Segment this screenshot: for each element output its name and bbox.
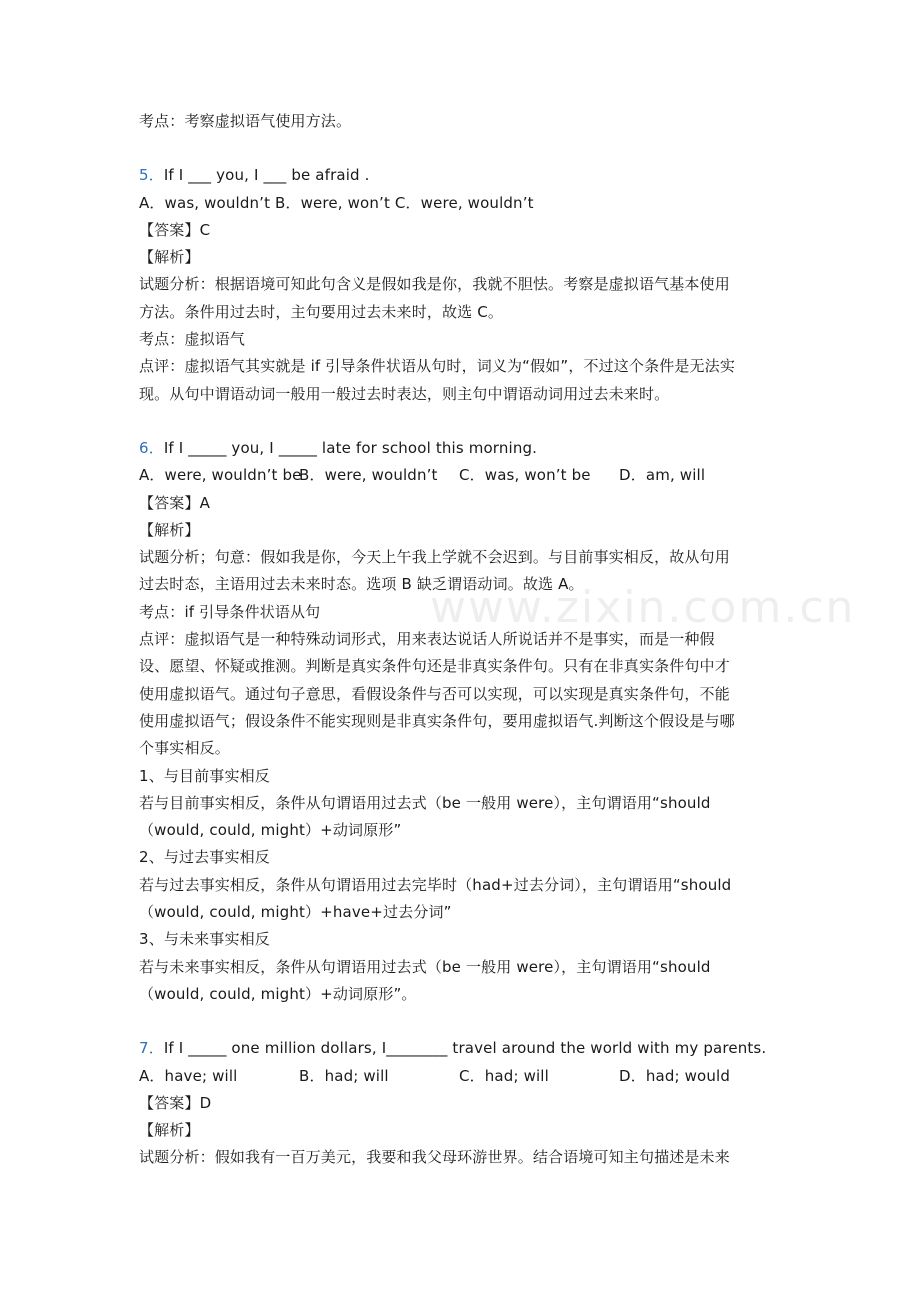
rule-line: 若与未来事实相反，条件从句谓语用过去式（be 一般用 were），主句谓语用“should	[139, 957, 711, 976]
analysis-line: 方法。条件用过去时，主句要用过去未来时，故选 C。	[139, 302, 503, 321]
analysis-line: 试题分析：假如我有一百万美元，我要和我父母环游世界。结合语境可知主句描述是未来	[139, 1148, 730, 1167]
rule-heading: 3、与未来事实相反	[139, 930, 270, 949]
answer-label: 【答案】A	[139, 493, 211, 512]
question-5-options: A．was, wouldn’t B．were, won’t C．were, wouldn’t	[139, 193, 534, 212]
watermark: www.zixin.com.cn	[430, 582, 856, 633]
dianping-line: 点评：虚拟语气其实就是 if 引导条件状语从句时，词义为“假如”，不过这个条件是无法实	[139, 357, 735, 376]
analysis-line: 试题分析；句意：假如我是你，今天上午我上学就不会迟到。与目前事实相反，故从句用	[139, 548, 730, 567]
answer-label: 【答案】D	[139, 1093, 212, 1112]
rule-line: 若与过去事实相反，条件从句谓语用过去完毕时（had+过去分词），主句谓语用“should	[139, 875, 732, 894]
jiexi-label: 【解析】	[139, 1121, 200, 1140]
rule-line: 若与目前事实相反，条件从句谓语用过去式（be 一般用 were），主句谓语用“should	[139, 793, 711, 812]
dianping-line: 点评：虚拟语气是一种特殊动词形式，用来表达说话人所说话并不是事实，而是一种假	[139, 630, 715, 649]
question-5	[139, 162, 779, 408]
option-d: D．had; would	[619, 1066, 731, 1085]
dianping-line: 现。从句中谓语动词一般用一般过去时表达，则主句中谓语动词用过去未来时。	[139, 384, 670, 403]
rule-line: （would, could, might）+动词原形”	[139, 821, 402, 840]
question-text: If I _____ you, I _____ late for school this morning.	[163, 438, 538, 457]
option-a: A．have; will	[139, 1066, 238, 1085]
option-d: D．am, will	[619, 466, 706, 485]
question-text: If I ___ you, I ___ be afraid .	[163, 166, 370, 185]
analysis-line: 过去时态，主语用过去未来时态。选项 B 缺乏谓语动词。故选 A。	[139, 575, 584, 594]
option-a: A．were, wouldn’t be	[139, 466, 302, 485]
dianping-line: 设、愿望、怀疑或推测。判断是真实条件句还是非真实条件句。只有在非真实条件句中才	[139, 657, 730, 676]
dianping-line: 个事实相反。	[139, 739, 230, 758]
rule-line: （would, could, might）+have+过去分词”	[139, 903, 452, 922]
question-6-options	[139, 462, 779, 489]
question-number: 6．	[139, 438, 164, 457]
question-6-stem	[139, 435, 779, 462]
document-page	[139, 108, 779, 1172]
question-number: 7．	[139, 1039, 164, 1058]
option-b: B．had; will	[299, 1066, 389, 1085]
question-text: If I _____ one million dollars, I________ travel around the world with my parents.	[163, 1039, 767, 1058]
jiexi-label: 【解析】	[139, 520, 200, 539]
question-7-stem	[139, 1035, 779, 1062]
rule-heading: 2、与过去事实相反	[139, 848, 270, 867]
option-c: C．had; will	[459, 1066, 549, 1085]
rule-line: （would, could, might）+动词原形”。	[139, 984, 417, 1003]
option-b: B．were, wouldn’t	[299, 466, 438, 485]
kaodian-prev: 考点：考察虚拟语气使用方法。	[139, 112, 352, 130]
question-7-options	[139, 1063, 779, 1090]
dianping-line: 使用虚拟语气。通过句子意思，看假设条件与否可以实现，可以实现是真实条件句，不能	[139, 684, 730, 703]
question-7	[139, 1035, 779, 1171]
option-c: C．was, won’t be	[459, 466, 591, 485]
question-number: 5．	[139, 166, 164, 185]
rule-heading: 1、与目前事实相反	[139, 766, 270, 785]
answer-label: 【答案】C	[139, 220, 211, 239]
analysis-line: 试题分析：根据语境可知此句含义是假如我是你，我就不胆怯。考察是虚拟语气基本使用	[139, 275, 730, 294]
kaodian-line: 考点：虚拟语气	[139, 330, 246, 349]
jiexi-label: 【解析】	[139, 248, 200, 267]
question-5-stem	[139, 162, 779, 189]
kaodian-line: 考点：if 引导条件状语从句	[139, 602, 321, 621]
dianping-line: 使用虚拟语气；假设条件不能实现则是非真实条件句，要用虚拟语气.判断这个假设是与哪	[139, 711, 735, 730]
question-6	[139, 435, 779, 1008]
